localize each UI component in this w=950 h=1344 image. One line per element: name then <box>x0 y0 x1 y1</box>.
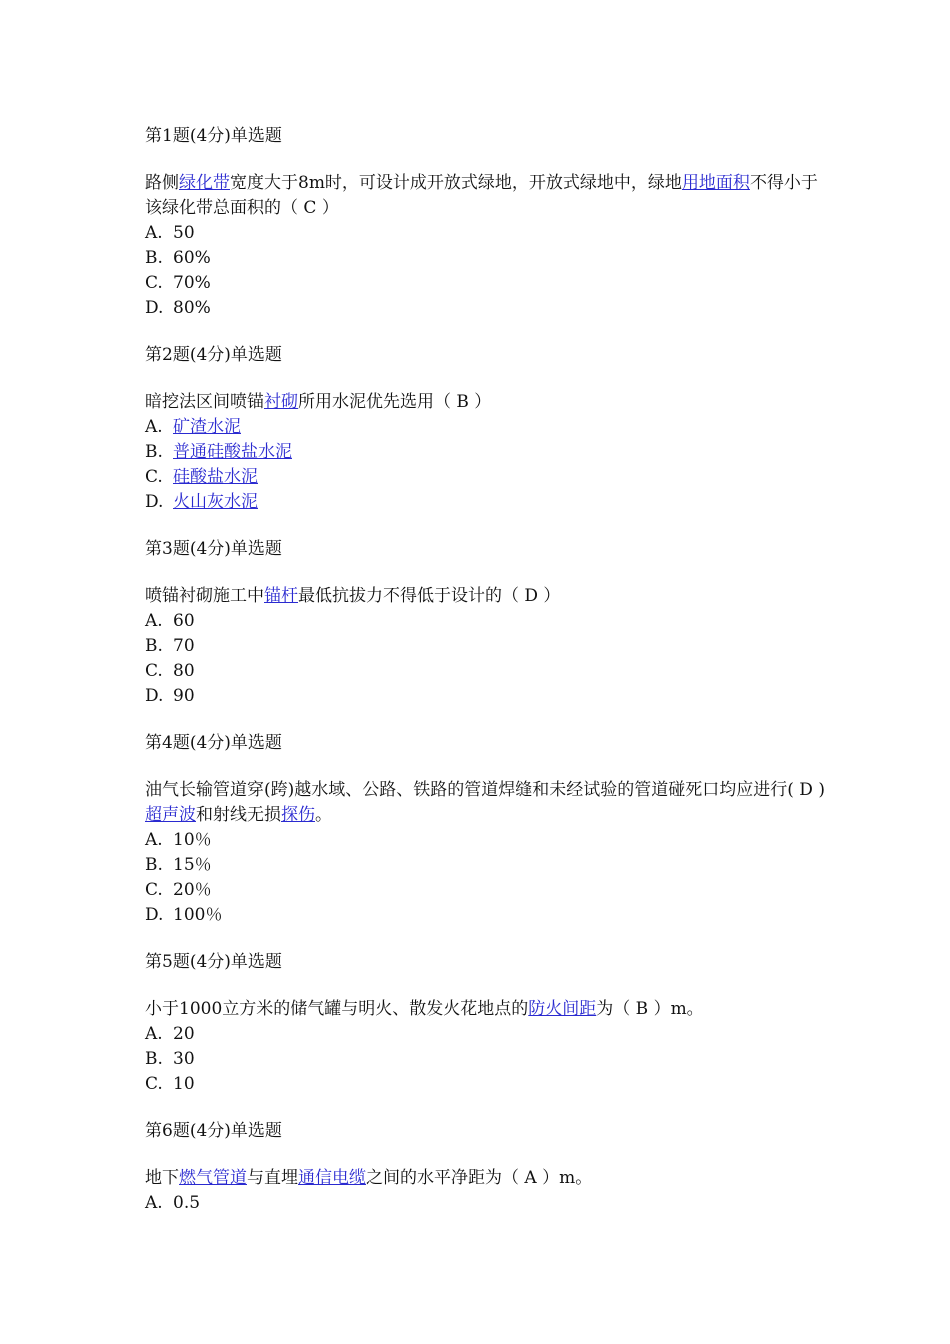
question-3 <box>145 537 825 709</box>
option-text: 20 <box>173 1024 195 1044</box>
option-item <box>145 296 825 321</box>
term-link[interactable]: 超声波 <box>145 805 196 825</box>
term-link[interactable]: 衬砌 <box>264 392 298 412</box>
stem-text: 为（ B ）m。 <box>596 999 704 1019</box>
option-letter: C. <box>145 467 163 487</box>
stem-text: 最低抗拔力不得低于设计的（ D ） <box>298 586 561 606</box>
option-text: 20％ <box>173 880 212 900</box>
option-item <box>145 1191 825 1216</box>
option-text: 15％ <box>173 855 212 875</box>
option-letter: D. <box>145 492 164 512</box>
option-item <box>145 903 825 928</box>
option-item <box>145 634 825 659</box>
stem-text: 。 <box>315 805 332 825</box>
option-letter: A. <box>145 1024 163 1044</box>
stem-text: 和射线无损 <box>196 805 281 825</box>
stem-text: 与直埋 <box>247 1168 298 1188</box>
option-item <box>145 440 825 465</box>
stem-text: 所用水泥优先选用（ B ） <box>298 392 492 412</box>
option-letter: B. <box>145 1049 163 1069</box>
option-letter: C. <box>145 880 163 900</box>
option-list <box>145 1191 825 1216</box>
term-link[interactable]: 用地面积 <box>681 173 750 193</box>
question-header: 第3题(4分)单选题 <box>145 539 282 559</box>
option-list <box>145 221 825 321</box>
option-text: 80% <box>173 298 211 318</box>
option-letter: C. <box>145 1074 163 1094</box>
question-header: 第4题(4分)单选题 <box>145 733 282 753</box>
option-text: 70% <box>173 273 211 293</box>
stem-text: 小于1000立方米的储气罐与明火、散发火花地点的 <box>145 999 529 1019</box>
option-text: 70 <box>173 636 195 656</box>
option-item <box>145 1072 825 1097</box>
option-list <box>145 609 825 709</box>
question-1 <box>145 124 825 321</box>
option-link[interactable]: 火山灰水泥 <box>173 492 258 512</box>
stem-text: 宽度大于8m时，可设计成开放式绿地，开放式绿地中，绿地 <box>230 173 682 193</box>
option-text: 100％ <box>173 905 223 925</box>
question-2 <box>145 343 825 515</box>
question-6 <box>145 1119 825 1216</box>
stem-text: 油气长输管道穿(跨)越水域、公路、铁路的管道焊缝和未经试验的管道碰死口均应进行( D ) <box>145 780 825 800</box>
option-item <box>145 659 825 684</box>
question-stem <box>145 171 825 221</box>
option-item <box>145 221 825 246</box>
option-text: 0.5 <box>173 1193 201 1213</box>
question-5 <box>145 950 825 1097</box>
option-letter: C. <box>145 661 163 681</box>
term-link[interactable]: 绿化带 <box>179 173 230 193</box>
term-link[interactable]: 防火间距 <box>528 999 597 1019</box>
option-letter: B. <box>145 442 163 462</box>
option-letter: D. <box>145 686 164 706</box>
question-stem <box>145 778 825 828</box>
term-link[interactable]: 探伤 <box>281 805 315 825</box>
stem-text: 不得小于该绿化带总面积的（ C ） <box>145 173 818 218</box>
option-text: 30 <box>173 1049 195 1069</box>
option-letter: B. <box>145 248 163 268</box>
option-item <box>145 490 825 515</box>
option-list <box>145 415 825 515</box>
option-list <box>145 1022 825 1097</box>
term-link[interactable]: 通信电缆 <box>298 1168 366 1188</box>
option-letter: D. <box>145 298 164 318</box>
option-letter: B. <box>145 855 163 875</box>
option-letter: A. <box>145 830 163 850</box>
stem-text: 地下 <box>145 1168 179 1188</box>
option-item <box>145 1022 825 1047</box>
question-stem <box>145 1166 825 1191</box>
option-letter: A. <box>145 1193 163 1213</box>
option-item <box>145 1047 825 1072</box>
option-text: 50 <box>173 223 195 243</box>
option-text: 80 <box>173 661 195 681</box>
option-item <box>145 828 825 853</box>
question-header: 第5题(4分)单选题 <box>145 952 282 972</box>
option-list <box>145 828 825 928</box>
question-header: 第1题(4分)单选题 <box>145 126 282 146</box>
option-text: 60% <box>173 248 211 268</box>
option-letter: A. <box>145 611 163 631</box>
question-stem <box>145 390 825 415</box>
option-text: 10 <box>173 1074 195 1094</box>
option-item <box>145 878 825 903</box>
option-letter: B. <box>145 636 163 656</box>
option-letter: D. <box>145 905 164 925</box>
stem-text: 路侧 <box>145 173 179 193</box>
option-letter: A. <box>145 223 163 243</box>
stem-text: 喷锚衬砌施工中 <box>145 586 264 606</box>
option-link[interactable]: 矿渣水泥 <box>173 417 241 437</box>
option-letter: C. <box>145 273 163 293</box>
option-text: 10％ <box>173 830 212 850</box>
option-item <box>145 246 825 271</box>
question-header: 第2题(4分)单选题 <box>145 345 282 365</box>
option-text: 90 <box>173 686 195 706</box>
option-link[interactable]: 普通硅酸盐水泥 <box>173 442 292 462</box>
question-stem <box>145 584 825 609</box>
option-link[interactable]: 硅酸盐水泥 <box>173 467 258 487</box>
option-item <box>145 415 825 440</box>
option-text: 60 <box>173 611 195 631</box>
term-link[interactable]: 锚杆 <box>264 586 298 606</box>
stem-text: 暗挖法区间喷锚 <box>145 392 264 412</box>
option-item <box>145 684 825 709</box>
question-stem <box>145 997 825 1022</box>
option-letter: A. <box>145 417 163 437</box>
option-item <box>145 465 825 490</box>
option-item <box>145 609 825 634</box>
question-header: 第6题(4分)单选题 <box>145 1121 282 1141</box>
term-link[interactable]: 燃气管道 <box>179 1168 247 1188</box>
option-item <box>145 271 825 296</box>
question-4 <box>145 731 825 928</box>
stem-text: 之间的水平净距为（ A ）m。 <box>366 1168 593 1188</box>
quiz-document <box>145 124 825 1216</box>
option-item <box>145 853 825 878</box>
